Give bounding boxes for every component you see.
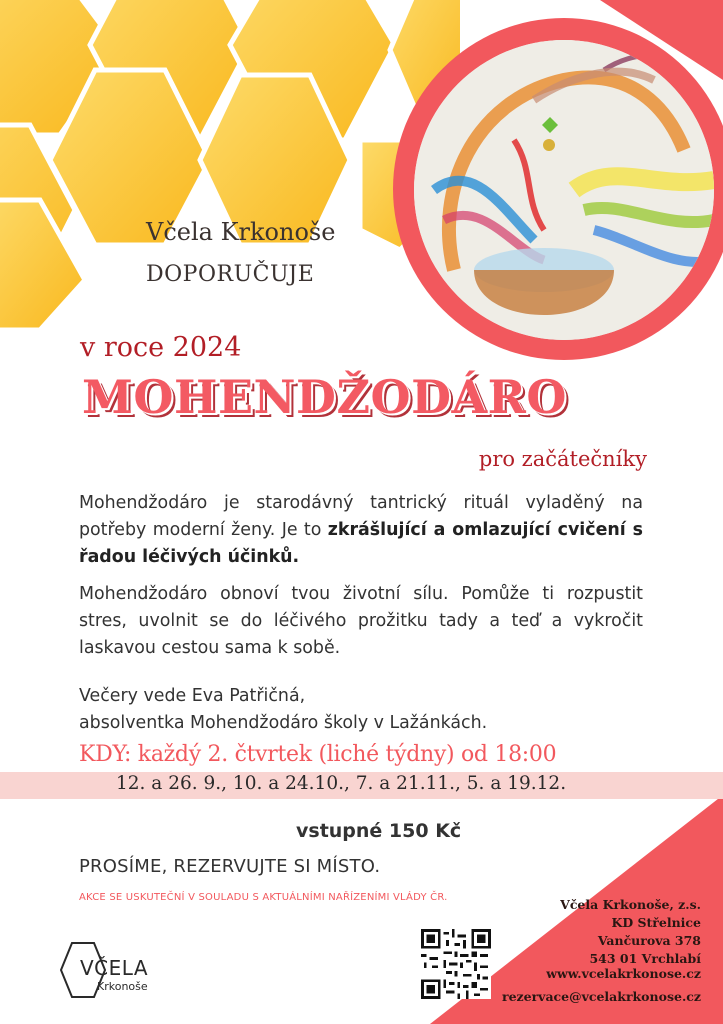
- organizer-venue: KD Střelnice: [611, 915, 701, 930]
- brand-recommends: DOPORUČUJE: [146, 262, 315, 287]
- organizer-name: Včela Krkonoše, z.s.: [560, 897, 701, 912]
- leader-paragraph: [79, 683, 599, 737]
- year-line: v roce 2024: [80, 332, 242, 363]
- logo-subtext: Krkonoše: [97, 980, 148, 993]
- event-subtitle: pro začátečníky: [478, 447, 647, 471]
- logo-text: VČELA: [80, 956, 149, 980]
- schedule-when: KDY: každý 2. čtvrtek (liché týdny) od 18:00: [79, 742, 557, 767]
- qr-code[interactable]: [421, 929, 491, 999]
- organizer-email[interactable]: rezervace@vcelakrkonose.cz: [502, 989, 701, 1004]
- entry-price: vstupné 150 Kč: [296, 820, 462, 842]
- description-paragraph-2: Mohendžodáro obnoví tvou životní sílu. Pomůže ti rozpustit stres, uvolnit se do léčivého prožitku tady a teď a vykročit laskavou cestou sama k sobě.: [79, 584, 643, 658]
- artwork-image: [414, 40, 714, 340]
- description-paragraph-1: [79, 490, 643, 571]
- organizer-street: Vančurova 378: [597, 933, 701, 948]
- event-title: MOHENDŽODÁRO: [82, 370, 567, 424]
- description-text: Mohendžodáro je starodávný tantrický rituál vyladěný na potřeby moderní ženy. Je to: [79, 493, 643, 540]
- reservation-text: PROSÍME, REZERVUJTE SI MÍSTO.: [79, 856, 381, 877]
- government-notice: AKCE SE USKUTEČNÍ V SOULADU S AKTUÁLNÍMI NAŘÍZENÍMI VLÁDY ČR.: [79, 892, 448, 903]
- schedule-dates: 12. a 26. 9., 10. a 24.10., 7. a 21.11., 5. a 19.12.: [116, 773, 567, 794]
- organizer-address: [481, 896, 701, 968]
- description-highlight: zkrášlující a omlazující cvičení s řadou léčivých účinků.: [79, 520, 643, 567]
- leader-line-1: Večery vede Eva Patřičná,: [79, 686, 306, 706]
- brand-name: Včela Krkonoše: [146, 218, 336, 246]
- organizer-city: 543 01 Vrchlabí: [589, 951, 701, 966]
- leader-line-2: absolventka Mohendžodáro školy v Lažánkách.: [79, 713, 488, 733]
- organizer-website[interactable]: www.vcelakrkonose.cz: [546, 966, 701, 981]
